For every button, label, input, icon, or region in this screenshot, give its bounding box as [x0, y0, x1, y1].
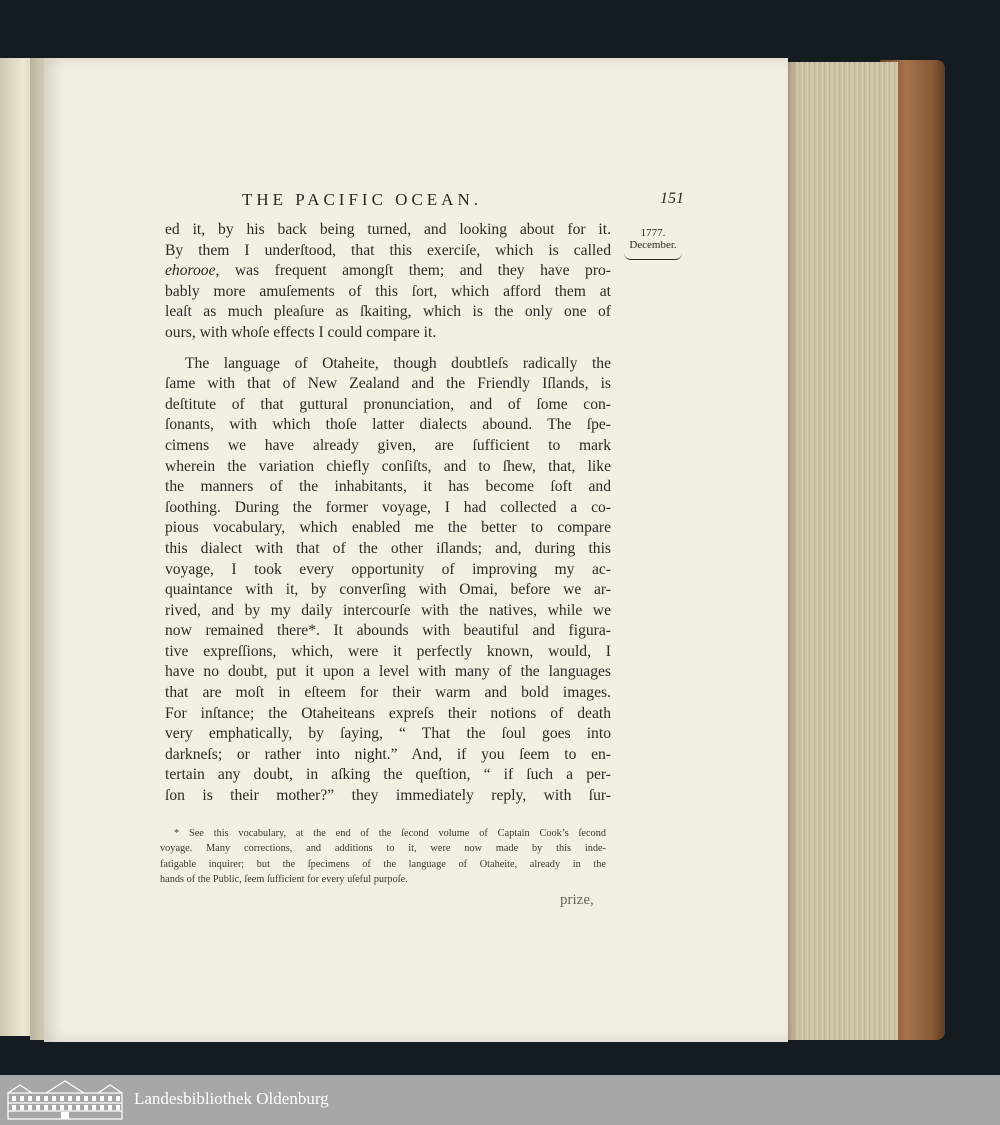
page-number: 151	[660, 190, 684, 207]
footnote-line: voyage. Many corrections, and additions to it, were now made by this inde-	[160, 843, 606, 855]
running-head: THE PACIFIC OCEAN.	[242, 190, 482, 209]
margin-note-year: 1777.	[640, 227, 666, 239]
text-line: pious vocabulary, which enabled me the better to compare	[165, 519, 611, 537]
text-line: darkneſs; or rather into night.” And, if you ſeem to en-	[165, 745, 611, 763]
margin-note-month: December.	[629, 239, 677, 251]
text-line: that are moſt in eſteem for their warm and bold images.	[165, 684, 611, 702]
footnote-line: * See this vocabulary, at the end of the ſecond volume of Captain Cook’s ſecond	[174, 828, 606, 839]
footnote-line: hands of the Public, ſeem ſufficient for every uſeful purpoſe.	[160, 874, 408, 886]
text-line: tertain any doubt, in aſking the queſtion, “ if ſuch a per-	[165, 766, 611, 784]
text-line: tive expreſſions, which, were it perfectly known, would, I	[165, 642, 611, 660]
footnote-line: fatigable inquirer; but the ſpecimens of the language of Otaheite, already in the	[160, 858, 606, 870]
text-line: this dialect with that of the other iſlands; and, during this	[165, 539, 611, 557]
text-line: The language of Otaheite, though doubtleſs radically the	[185, 354, 611, 372]
text-line: ſonants, with which thoſe latter dialects abound. The ſpe-	[165, 416, 611, 434]
footnote	[160, 826, 606, 888]
text-line: have no doubt, put it upon a level with many of the languages	[165, 663, 611, 681]
page-edges	[786, 62, 898, 1040]
text-line: deſtitute of that guttural pronunciation, and of ſome con-	[165, 395, 611, 413]
text-line: wherein the variation chiefly conſiſts, and to ſhew, that, like	[165, 457, 611, 475]
text-line: the manners of the inhabitants, it has become ſoft and	[165, 478, 611, 496]
text-line: ſoothing. During the former voyage, I had collected a co-	[165, 498, 611, 516]
text-line: rived, and by my daily intercourſe with the natives, while we	[165, 601, 611, 619]
text-line: ſon is their mother?” they immediately reply, with ſur-	[165, 787, 611, 805]
text-line: For inſtance; the Otaheiteans expreſs their notions of death	[165, 704, 611, 722]
library-name: Landesbibliothek Oldenburg	[134, 1089, 329, 1108]
text-line: ours, with whoſe effects I could compare it.	[165, 323, 437, 341]
margin-note	[622, 227, 684, 260]
body-text	[165, 220, 611, 807]
catchword: prize,	[560, 892, 594, 908]
text-line: very emphatically, by ſaying, “ That the ſoul goes into	[165, 725, 611, 743]
text-line: ehorooe, was frequent amongſt them; and they have pro-	[165, 262, 611, 280]
text-line: ſame with that of New Zealand and the Friendly Iſlands, is	[165, 375, 611, 393]
footer-bar	[0, 1075, 1000, 1125]
text-line: voyage, I took every opportunity of improving my ac-	[165, 560, 611, 578]
italic-word: ehorooe	[165, 262, 216, 280]
margin-note-brace	[624, 253, 682, 260]
text-line: cimens we have already given, are ſufficient to mark	[165, 436, 611, 454]
paragraph-gap	[165, 344, 611, 354]
text-line: ed it, by his back being turned, and looking about for it.	[165, 221, 611, 238]
library-building-logo	[6, 1079, 124, 1121]
text-line: bably more amuſements of this ſort, which afford them at	[165, 282, 611, 300]
text-line: leaſt as much pleaſure as ſkaiting, which is the only one of	[165, 303, 611, 321]
text-line: now remained there*. It abounds with beautiful and figura-	[165, 622, 611, 640]
text-line: quaintance with it, by converſing with Omai, before we ar-	[165, 581, 611, 599]
text-line: By them I underſtood, that this exerciſe, which is called	[165, 241, 611, 259]
